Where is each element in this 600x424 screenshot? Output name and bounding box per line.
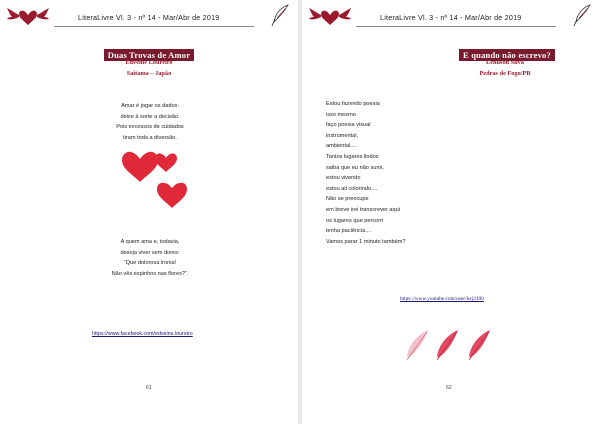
poem-line: ambiental....: [326, 143, 357, 150]
quill-pen-icon: [270, 4, 290, 28]
poem-line: saiba que eu não sumi,: [326, 164, 384, 171]
heart-icon: [157, 183, 187, 208]
quill-pen-icon: [572, 4, 592, 28]
poem-line: Vamos parar 1 minuto também?: [326, 238, 406, 245]
poem-stanza-1: [60, 101, 240, 143]
poem-line: Estou fazendo poesia: [326, 101, 380, 107]
poem-line: “Que dolorosa ironia!: [123, 260, 177, 267]
youtube-link[interactable]: https://www.youtube.com/user/lsrj2100: [400, 296, 484, 302]
heart-icon: [122, 152, 158, 182]
poem-line: Amar é jogar os dados:: [121, 103, 179, 109]
author-location: Pedras de Fogo/PB: [479, 70, 531, 77]
header-rule: [54, 26, 254, 27]
poem-title: Duas Trovas de Amor: [0, 45, 298, 63]
poem-line: deseja viver sem dores:: [120, 249, 180, 256]
poem-line: faço poesia visual: [326, 122, 371, 129]
poem-line: instrumental,: [326, 132, 359, 139]
author-name: Lenilson Silva: [486, 59, 524, 66]
feather-icon: [469, 330, 490, 360]
heart-icon: [155, 153, 177, 172]
feather-icon: [437, 330, 458, 360]
poem-line: A quem ama e, todavia,: [120, 239, 180, 245]
poem-line: isso mesmo: [326, 111, 356, 118]
page-right: [302, 0, 600, 424]
poem-line: estou vivendo: [326, 175, 361, 182]
header-rule: [356, 26, 556, 27]
page-header: [302, 4, 600, 30]
poem-line: em breve irei transcrever aqui: [326, 206, 400, 213]
page-number: 61: [146, 385, 152, 391]
facebook-link[interactable]: https://www.facebook.com/edveine.loureiro: [92, 331, 193, 337]
poem-line: Não vês espinhos nas flores?”.: [111, 270, 189, 277]
poem-line: tenha paciência....: [326, 228, 372, 235]
poem-line: Não se preocupe: [326, 196, 369, 203]
poem-line: Tantos lugares lindos: [326, 153, 379, 160]
author-location: Saitama – Japão: [126, 70, 172, 77]
page-number: 62: [446, 385, 452, 391]
header-text: LiteraLivre Vl. 3 - nº 14 - Mar/Abr de 2019: [380, 13, 522, 22]
poem-title: E quando não escrevo?: [358, 45, 600, 63]
header-text: LiteraLivre Vl. 3 - nº 14 - Mar/Abr de 2019: [78, 13, 220, 22]
poem-body: [326, 99, 406, 247]
poem-line: tiram toda a diversão.: [123, 134, 177, 141]
winged-heart-logo-icon: [308, 6, 352, 28]
poem-line: estou ali colorindo....: [326, 185, 378, 192]
page-header: [0, 4, 298, 30]
feathers-illustration: [402, 328, 498, 364]
poem-line: Pois excessos de cuidados: [116, 124, 184, 131]
poem-line: os lugares que percorri: [326, 217, 384, 224]
feather-icon: [407, 330, 428, 360]
hearts-illustration: [118, 148, 188, 210]
poem-line: deixe à sorte a decisão.: [120, 113, 180, 120]
page-left: [0, 0, 298, 424]
author-name: Edveine Loureiro: [125, 59, 173, 66]
winged-heart-logo-icon: [6, 6, 50, 28]
poem-stanza-2: [60, 237, 240, 279]
